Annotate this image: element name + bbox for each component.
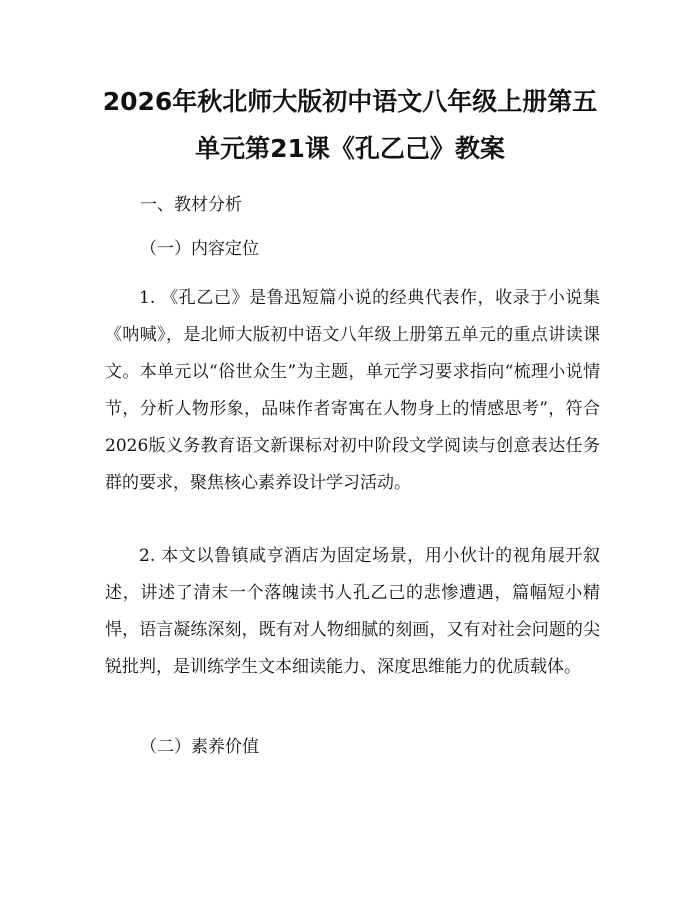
section-heading-textbook-analysis: 一、教材分析 — [140, 195, 242, 215]
document-title-line-2: 单元第21课《孔乙己》教案 — [195, 134, 505, 163]
body-paragraph-1: 1. 《孔乙己》是鲁迅短篇小说的经典代表作，收录于小说集《呐喊》，是北师大版初中语文八年级上册第五单元的重点讲读课文。本单元以“俗世众生”为主题，单元学习要求指向“梳理小说情节，分析人物形象，品味作者寄寓在人物身上的情感思考”，符合2026版义务教育语文新课标对初中阶段文学阅读与创意表达任务群的要求，聚焦核心素养设计学习活动。 — [105, 288, 600, 493]
document-title-line-1: 2026年秋北师大版初中语文八年级上册第五 — [102, 87, 598, 116]
body-paragraph-2: 2. 本文以鲁镇咸亨酒店为固定场景，用小伙计的视角展开叙述，讲述了清末一个落魄读书人孔乙己的悲惨遭遇，篇幅短小精悍，语言凝练深刻，既有对人物细腻的刻画，又有对社会问题的尖锐批判，是训练学生文本细读能力、深度思维能力的优质载体。 — [105, 546, 600, 677]
subsection-heading-literacy-value: （二）素养价值 — [140, 737, 259, 757]
subsection-heading-content-positioning: （一）内容定位 — [140, 239, 259, 259]
